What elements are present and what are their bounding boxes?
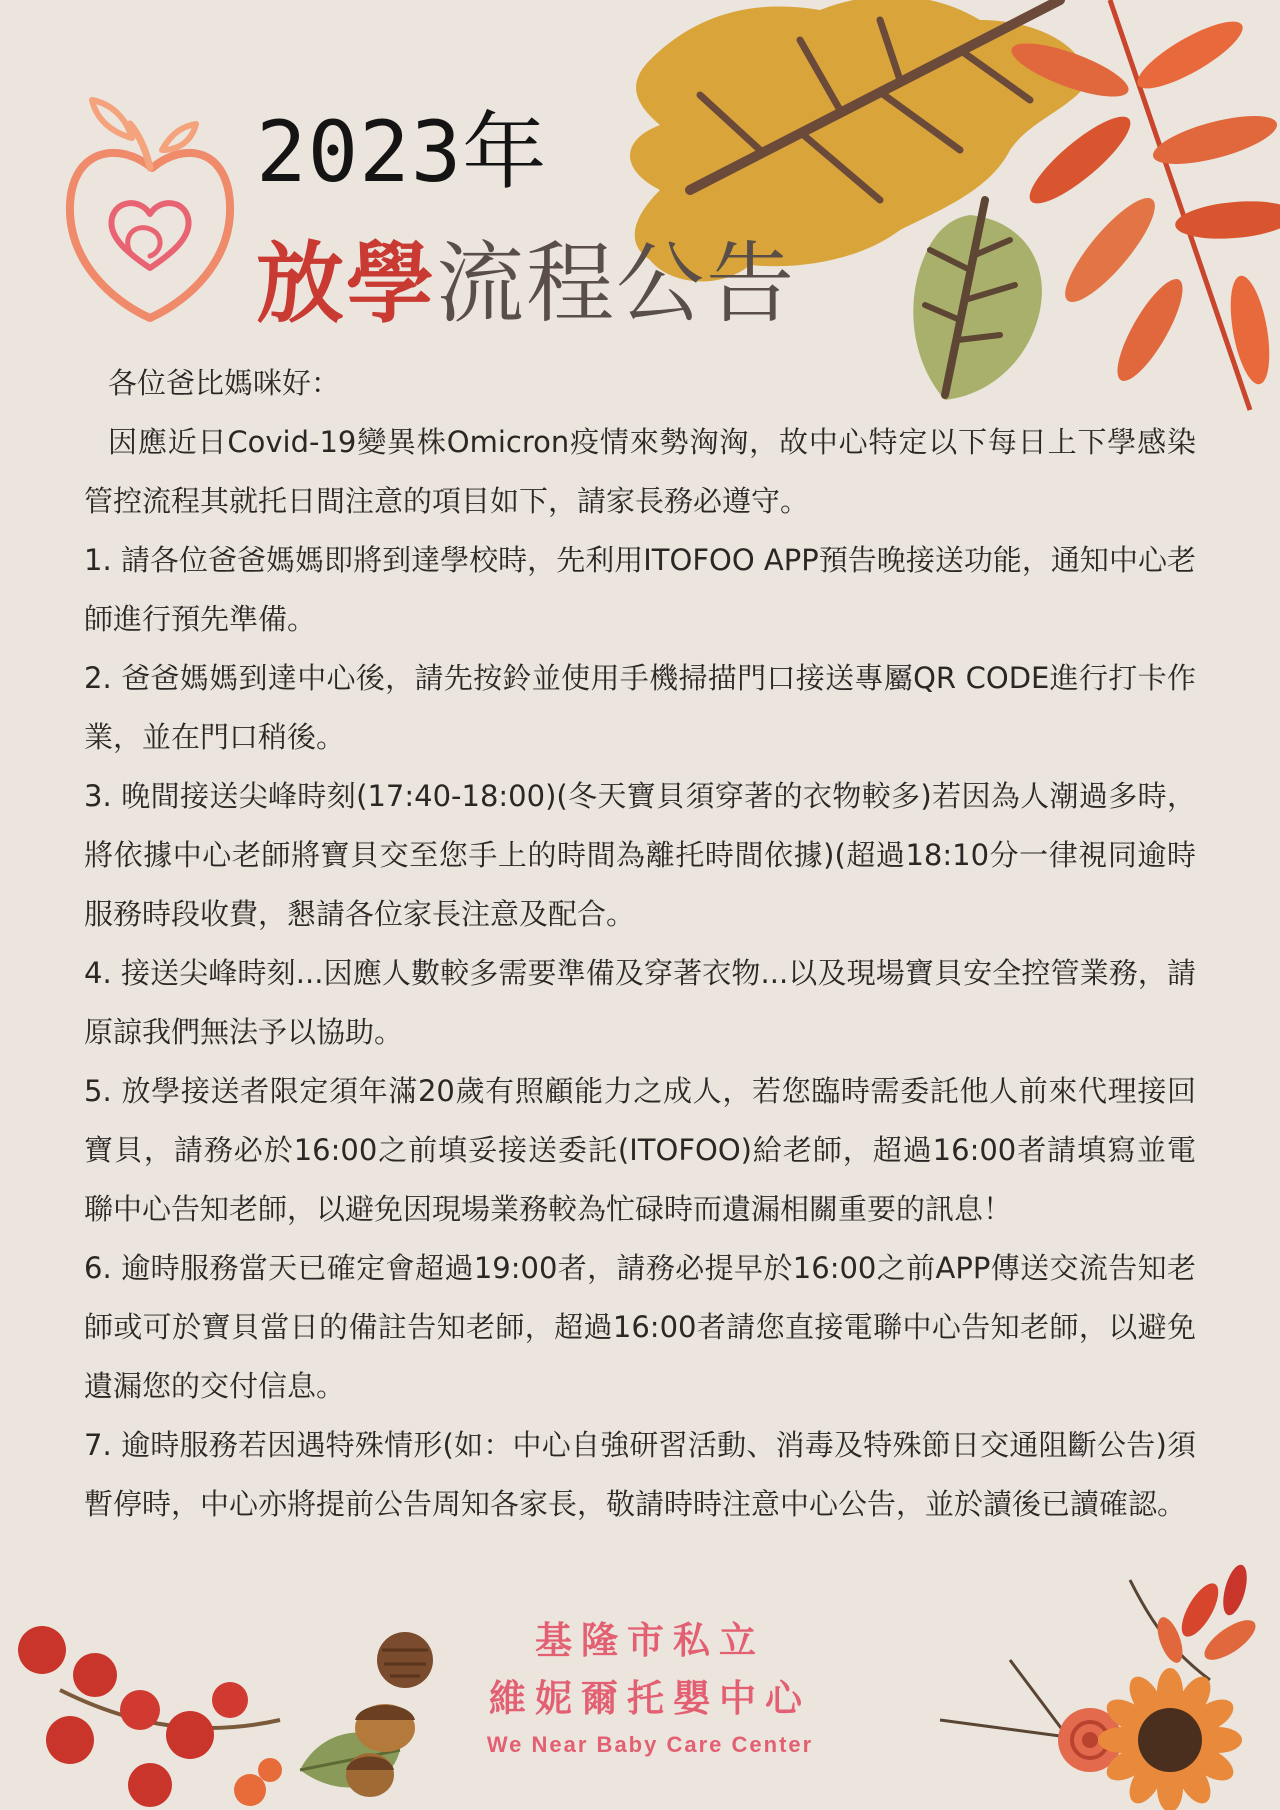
notice-item-3: 3. 晚間接送尖峰時刻(17:40-18:00)(冬天寶貝須穿著的衣物較多)若因為人潮過多時，將依據中心老師將寶貝交至您手上的時間為離托時間依據)(超過18:10分一律視同逾時服務時段收費，懇請各位家長注意及配合。 [84, 779, 1196, 931]
acorn-icon [346, 1632, 433, 1797]
center-signature [460, 1612, 840, 1758]
title-highlight: 放學 [256, 232, 437, 335]
greeting: 各位爸比媽咪好： [108, 366, 341, 400]
title-rest: 流程公告 [436, 232, 797, 335]
notice-item-1: 1. 請各位爸爸媽媽即將到達學校時，先利用ITOFOO APP預告晚接送功能，通知中心老師進行預先準備。 [84, 543, 1196, 636]
orange-fern-branch-icon [1006, 0, 1280, 410]
title-year: 2023年 [256, 103, 548, 201]
center-name-line1: 基隆市私立 [535, 1619, 765, 1662]
notice-item-7: 7. 逾時服務若因遇特殊情形(如：中心自強研習活動、消毒及特殊節日交通阻斷公告)須暫停時，中心亦將提前公告周知各家長，敬請時時注意中心公告，並於讀後已讀確認。 [84, 1428, 1196, 1521]
notice-item-5: 5. 放學接送者限定須年滿20歲有照顧能力之成人，若您臨時需委託他人前來代理接回寶貝，請務必於16:00之前填妥接送委託(ITOFOO)給老師，超過16:00者請填寫並電聯中心告知老師，以避免因現場業務較為忙碌時而遺漏相關重要的訊息！ [84, 1074, 1196, 1226]
notice-item-2: 2. 爸爸媽媽到達中心後，請先按鈴並使用手機掃描門口接送專屬QR CODE進行打卡作業，並在門口稍後。 [84, 661, 1196, 754]
center-name-line2: 維妮爾托嬰中心 [489, 1677, 811, 1720]
red-berries-icon [18, 1626, 282, 1807]
intro-paragraph: 因應近日Covid-19變異株Omicron疫情來勢洶洶，故中心特定以下每日上下學感染管控流程其就托日間注意的項目如下，請家長務必遵守。 [84, 425, 1196, 518]
notice-item-4: 4. 接送尖峰時刻...因應人數較多需要準備及穿著衣物...以及現場寶貝安全控管業務，請原諒我們無法予以協助。 [84, 956, 1196, 1049]
notice-body [84, 354, 1196, 1534]
notice-item-6: 6. 逾時服務當天已確定會超過19:00者，請務必提早於16:00之前APP傳送交流告知老師或可於寶貝當日的備註告知老師，超過16:00者請您直接電聯中心告知老師，以避免遺漏您的交付信息。 [84, 1251, 1196, 1403]
page-title [256, 232, 797, 335]
autumn-flowers-icon [940, 1562, 1261, 1810]
center-name-english: We Near Baby Care Center [486, 1732, 814, 1757]
apple-heart-logo-icon [70, 100, 230, 318]
